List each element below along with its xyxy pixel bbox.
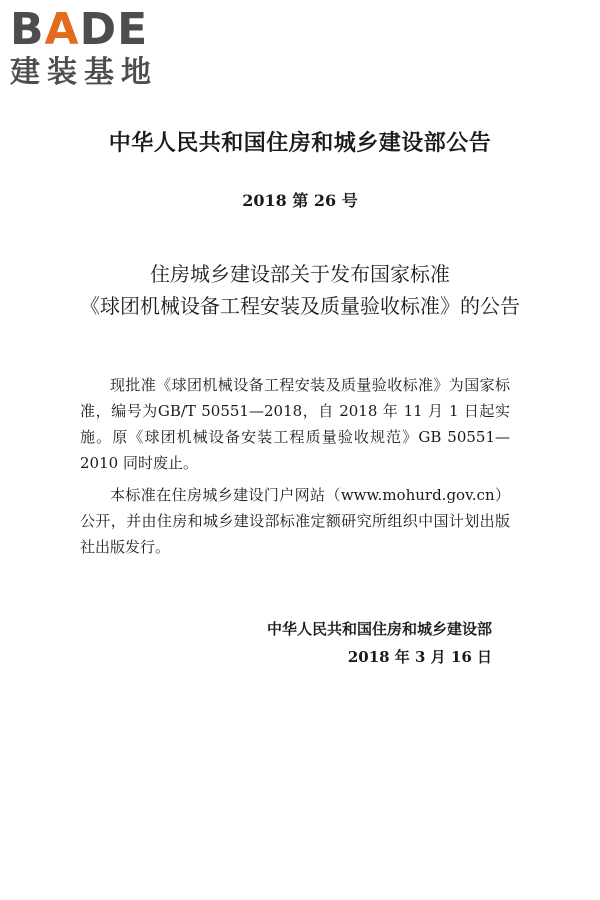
ministry-title: 中华人民共和国住房和城乡建设部公告: [108, 131, 492, 156]
notice-title: [0, 258, 600, 322]
logo-subtitle: 建装基地: [10, 55, 158, 90]
document-number: 2018 第 26 号: [242, 191, 358, 210]
issue-date: 2018 年 3 月 16 日: [347, 648, 492, 666]
notice-body: [80, 372, 510, 566]
issuer-name: 中华人民共和国住房和城乡建设部: [266, 620, 492, 638]
signature-block: [267, 615, 492, 671]
body-paragraph-1: 现批准《球团机械设备工程安装及质量验收标准》为国家标准，编号为GB/T 50551—2018，自 2018 年 11 月 1 日起实施。原《球团机械设备安装工程质量验收规范》GB 50551—2010 同时废止。: [80, 376, 510, 472]
logo-wordmark: [10, 6, 175, 54]
logo-letter-a-accent: A: [44, 4, 80, 55]
bade-logo: [10, 6, 175, 90]
notice-title-line-2: 《球团机械设备工程安装及质量验收标准》的公告: [80, 294, 520, 318]
body-paragraph-2: 本标准在住房城乡建设门户网站（www.mohurd.gov.cn）公开，并由住房和城乡建设部标准定额研究所组织中国计划出版社出版发行。: [80, 486, 510, 556]
logo-letters-de: DE: [79, 4, 149, 55]
logo-letter-b: B: [10, 4, 45, 55]
notice-title-line-1: 住房城乡建设部关于发布国家标准: [150, 262, 450, 286]
